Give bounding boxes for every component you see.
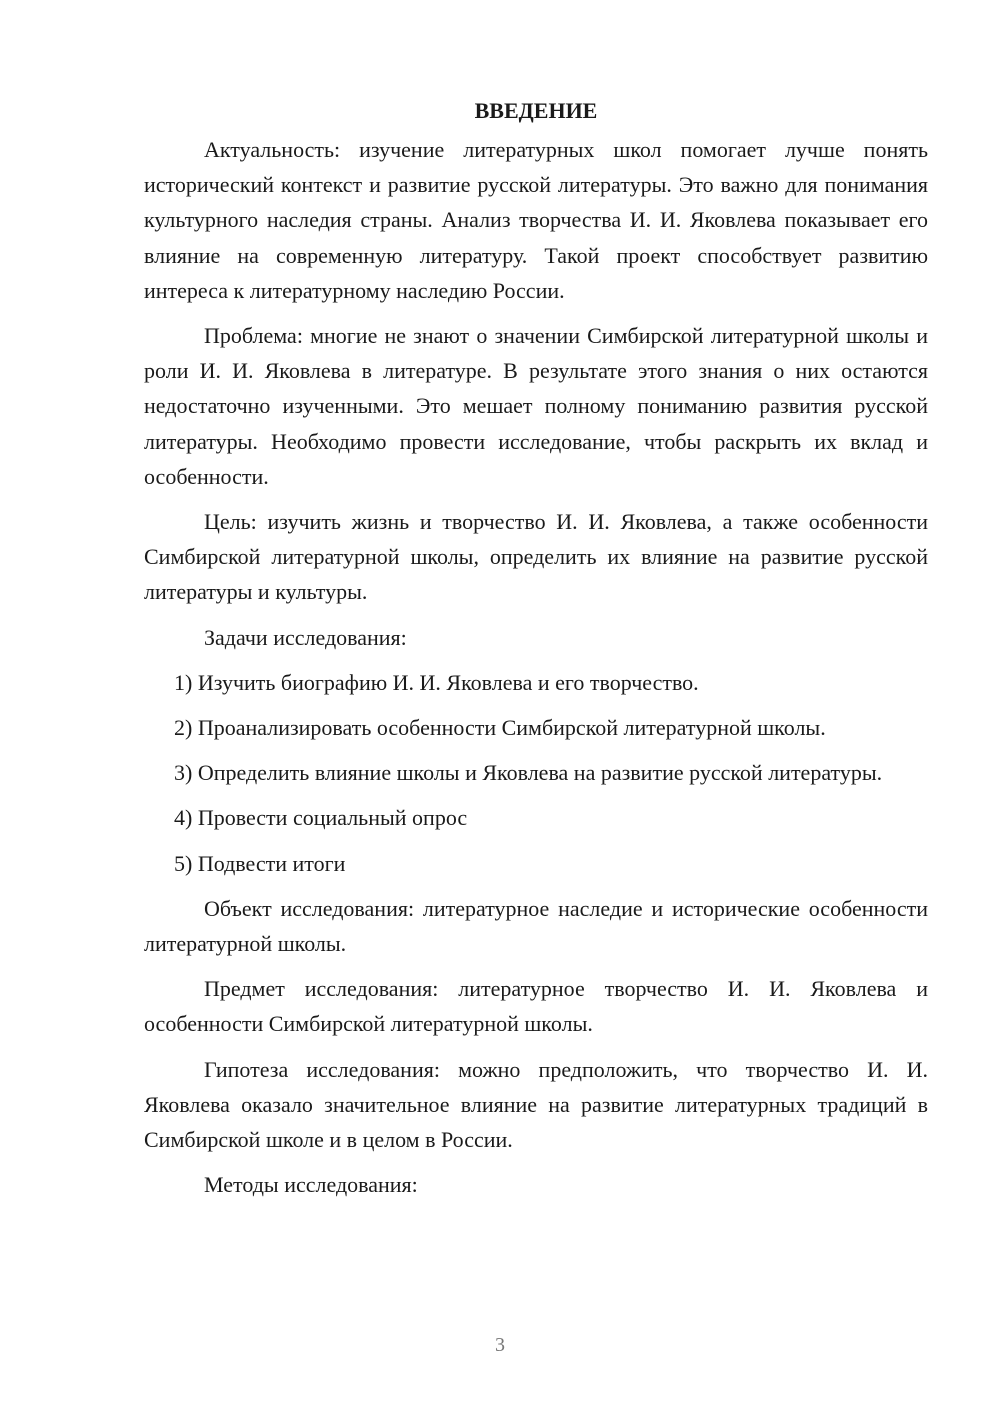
page-number: 3 xyxy=(495,1334,505,1356)
document-page xyxy=(144,96,928,1212)
task-item-1: 1) Изучить биографию И. И. Яковлева и его творчество. xyxy=(174,669,699,695)
methods-label: Методы исследования: xyxy=(204,1172,418,1198)
section-heading: ВВЕДЕНИЕ xyxy=(474,98,598,123)
goal-paragraph: Цель: изучить жизнь и творчество И. И. Яковлева, а также особенности Симбирской литературной школы, определить их влияние на развитие русской литературы и культуры. xyxy=(144,509,928,605)
problem-paragraph: Проблема: многие не знают о значении Симбирской литературной школы и роли И. И. Яковлева в литературе. В результате этого знания о них остаются недостаточно изученными. Это мешает полному пониманию развития русской литературы. Необходимо провести исследование, чтобы раскрыть их вклад и особенности. xyxy=(144,323,928,489)
hypothesis-paragraph: Гипотеза исследования: можно предположить, что творчество И. И. Яковлева оказало значительное влияние на развитие литературных традиций в Симбирской школе и в целом в России. xyxy=(144,1056,928,1153)
object-paragraph: Объект исследования: литературное наследие и исторические особенности литературной школы. xyxy=(144,895,928,957)
task-item-5: 5) Подвести итоги xyxy=(174,850,346,876)
tasks-label: Задачи исследования: xyxy=(204,624,407,650)
task-item-4: 4) Провести социальный опрос xyxy=(174,805,468,831)
subject-paragraph: Предмет исследования: литературное творчество И. И. Яковлева и особенности Симбирской литературной школы. xyxy=(144,976,928,1037)
task-item-2: 2) Проанализировать особенности Симбирской литературной школы. xyxy=(174,715,826,741)
relevance-paragraph: Актуальность: изучение литературных школ помогает лучше понять исторический контекст и развитие русской литературы. Это важно для понимания культурного наследия страны. Анализ творчества И. И. Яковлева показывает его влияние на современную литературу. Такой проект способствует развитию интереса к литературному наследию России. xyxy=(144,137,928,303)
task-item-3: 3) Определить влияние школы и Яковлева на развитие русской литературы. xyxy=(174,760,883,786)
